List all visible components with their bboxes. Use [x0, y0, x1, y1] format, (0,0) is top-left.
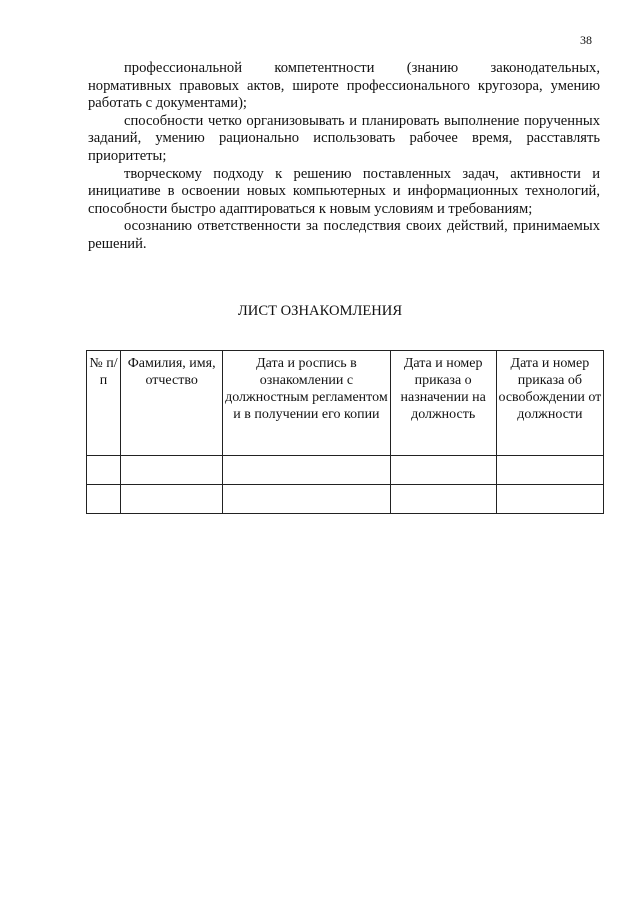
paragraph-competence: профессиональной компетентности (знанию законодательных, нормативных правовых актов, широте профессионального кругозора, умению работать с документами);	[88, 60, 600, 112]
table-cell	[223, 485, 390, 514]
table-cell	[121, 456, 223, 485]
table-cell	[223, 456, 390, 485]
table-cell	[496, 456, 603, 485]
table-cell	[87, 456, 121, 485]
header-number: № п/п	[87, 351, 121, 456]
header-acknowledgement-date-signature: Дата и роспись в ознакомлении с должностным регламентом и в получении его копии	[223, 351, 390, 456]
table-row	[87, 456, 604, 485]
paragraph-organization: способности четко организовывать и планировать выполнение порученных заданий, умению рационально использовать рабочее время, расставлять приоритеты;	[88, 112, 600, 164]
header-full-name: Фамилия, имя, отчество	[121, 351, 223, 456]
table-row	[87, 485, 604, 514]
paragraph-responsibility: осознанию ответственности за последствия своих действий, принимаемых решений.	[88, 218, 600, 252]
table-cell	[87, 485, 121, 514]
table-cell	[496, 485, 603, 514]
acknowledgement-sheet-title: ЛИСТ ОЗНАКОМЛЕНИЯ	[237, 303, 403, 319]
table-cell	[121, 485, 223, 514]
acknowledgement-table	[86, 350, 604, 514]
header-dismissal-order: Дата и номер приказа об освобождении от должности	[496, 351, 603, 456]
qualities-text	[88, 60, 600, 254]
page-number: 38	[580, 33, 592, 47]
header-appointment-order: Дата и номер приказа о назначении на должность	[390, 351, 496, 456]
table-cell	[390, 456, 496, 485]
paragraph-creativity: творческому подходу к решению поставленных задач, активности и инициативе в освоении новых компьютерных и информационных технологий, способности быстро адаптироваться к новым условиям и требованиям;	[88, 165, 600, 217]
table-cell	[390, 485, 496, 514]
table-header-row	[87, 351, 604, 456]
